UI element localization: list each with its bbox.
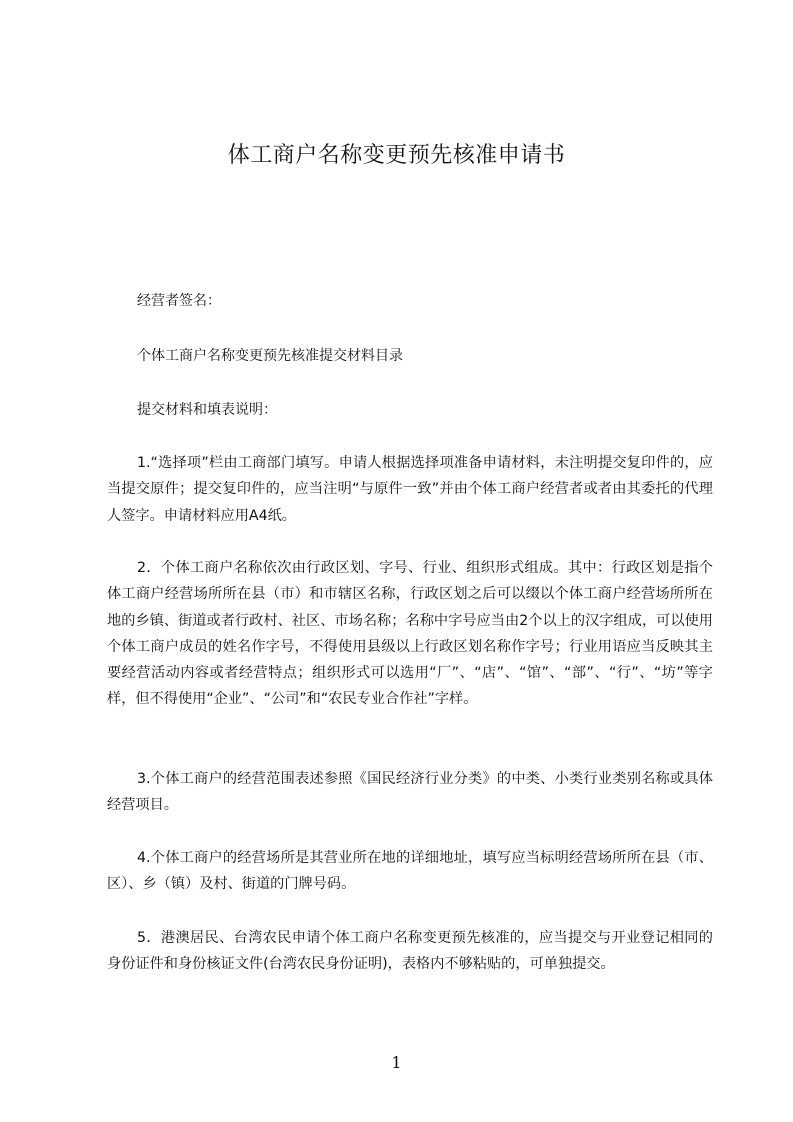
page-number: 1 (391, 1053, 402, 1072)
instruction-paragraph-3: 3.个体工商户的经营范围表述参照《国民经济行业分类》的中类、小类行业类别名称或具体经营项目。 (107, 771, 713, 814)
materials-heading: 个体工商户名称变更预先核准提交材料目录 (137, 348, 403, 364)
instruction-paragraph-4: 4.个体工商户的经营场所是其营业所在地的详细地址，填写应当标明经营场所所在县（市、区）、乡（镇）及村、街道的门牌号码。 (107, 850, 713, 893)
instruction-paragraph-2: 2．个体工商户名称依次由行政区划、字号、行业、组织形式组成。其中：行政区划是指个体工商户经营场所所在县（市）和市辖区名称，行政区划之后可以缀以个体工商户经营场所所在地的乡镇、街道或者行政村、社区、市场名称；名称中字号应当由2个以上的汉字组成，可以使用个体工商户成员的姓名作字号，不得使用县级以上行政区划名称作字号；行业用语应当反映其主要经营活动内容或者经营特点；组织形式可以选用“厂”、“店”、“馆”、“部”、“行”、“坊”等字样，但不得使用“企业”、“公司”和“农民专业合作社”字样。 (107, 560, 713, 708)
instruction-paragraph-5: 5．港澳居民、台湾农民申请个体工商户名称变更预先核准的，应当提交与开业登记相同的身份证件和身份核证文件(台湾农民身份证明)，表格内不够粘贴的，可单独提交。 (107, 930, 713, 973)
document-title: 体工商户名称变更预先核准申请书 (227, 143, 566, 168)
instructions-heading: 提交材料和填表说明： (137, 402, 277, 418)
instruction-paragraph-1: 1.“选择项”栏由工商部门填写。申请人根据选择项准备申请材料，未注明提交复印件的，应当提交原件；提交复印件的，应当注明“与原件一致”并由个体工商户经营者或者由其委托的代理人签字。申请材料应用A4纸。 (107, 455, 713, 524)
signature-label: 经营者签名： (137, 293, 221, 309)
